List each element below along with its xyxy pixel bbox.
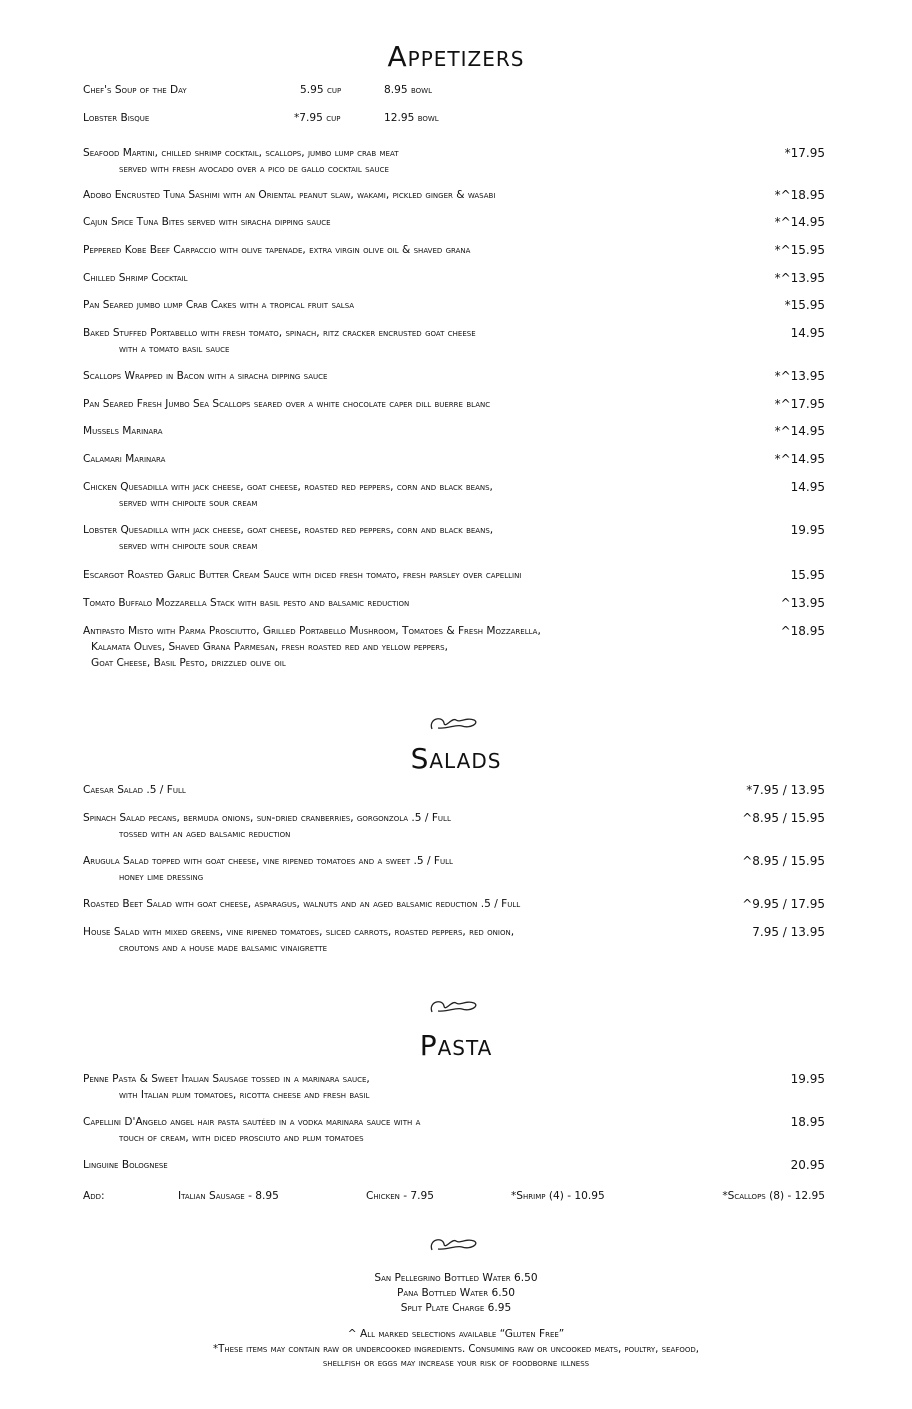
item-price: 15.95 xyxy=(790,568,825,582)
item-price: *^13.95 xyxy=(774,271,825,285)
menu-item xyxy=(83,270,825,286)
item-price: 19.95 xyxy=(790,1072,825,1086)
item-name: Penne Pasta & Sweet Italian Sausage tossed in a marinara sauce, xyxy=(83,1073,370,1085)
item-name: Caesar Salad .5 / Full xyxy=(83,784,186,796)
flourish-divider xyxy=(426,994,482,1016)
item-price: *15.95 xyxy=(784,298,825,312)
menu-item xyxy=(83,451,825,467)
menu-item xyxy=(83,522,825,554)
item-description: with a tomato basil sauce xyxy=(119,343,230,355)
menu-item xyxy=(83,297,825,313)
item-description: Goat Cheese, Basil Pesto, drizzled olive oil xyxy=(91,657,286,669)
item-name: Lobster Quesadilla with jack cheese, goat cheese, roasted red peppers, corn and black beans, xyxy=(83,524,494,536)
flourish-divider xyxy=(426,1232,482,1254)
item-name: House Salad with mixed greens, vine ripened tomatoes, sliced carrots, roasted peppers, red onion, xyxy=(83,926,515,938)
item-price: *^18.95 xyxy=(774,188,825,202)
menu-item xyxy=(83,368,825,384)
menu-item xyxy=(83,423,825,439)
raw-food-warning: shellfish or eggs may increase your risk of foodborne illness xyxy=(322,1357,590,1369)
menu-item xyxy=(83,479,825,511)
menu-item xyxy=(83,782,825,798)
item-price: *17.95 xyxy=(784,146,825,160)
soup-bowl-price: 12.95 bowl xyxy=(384,112,439,124)
item-description: croutons and a house made balsamic vinaigrette xyxy=(119,942,328,954)
item-name: Adobo Encrusted Tuna Sashimi with an Oriental peanut slaw, wakami, pickled ginger & wasabi xyxy=(83,189,496,201)
item-price: 14.95 xyxy=(790,480,825,494)
soup-cup-price: 5.95 cup xyxy=(300,84,342,96)
add-option: *Scallops (8) - 12.95 xyxy=(722,1190,825,1202)
item-name: Cajun Spice Tuna Bites served with siracha dipping sauce xyxy=(83,216,331,228)
soup-name: Chef's Soup of the Day xyxy=(83,84,187,96)
gluten-free-note: ^ All marked selections available “Gluten Free” xyxy=(347,1328,565,1340)
menu-item xyxy=(83,187,825,203)
soup-name: Lobster Bisque xyxy=(83,112,150,124)
add-label: Add: xyxy=(83,1190,105,1202)
soup-cup-price: *7.95 cup xyxy=(294,112,341,124)
extra-charge: Split Plate Charge 6.95 xyxy=(400,1302,512,1314)
item-description: tossed with an aged balsamic reduction xyxy=(119,828,291,840)
item-price: ^8.95 / 15.95 xyxy=(742,811,825,825)
add-option: *Shrimp (4) - 10.95 xyxy=(511,1190,605,1202)
item-name: Chilled Shrimp Cocktail xyxy=(83,272,188,284)
item-name: Calamari Marinara xyxy=(83,453,166,465)
item-name: Peppered Kobe Beef Carpaccio with olive tapenade, extra virgin olive oil & shaved grana xyxy=(83,244,471,256)
item-price: *^14.95 xyxy=(774,452,825,466)
flourish-divider xyxy=(426,711,482,733)
item-price: ^18.95 xyxy=(780,624,825,638)
item-name: Chicken Quesadilla with jack cheese, goat cheese, roasted red peppers, corn and black beans, xyxy=(83,481,493,493)
menu-item xyxy=(83,1071,825,1103)
item-price: 18.95 xyxy=(790,1115,825,1129)
item-name: Capellini D'Angelo angel hair pasta sautéed in a vodka marinara sauce with a xyxy=(83,1116,421,1128)
menu-item xyxy=(83,396,825,412)
item-description: served with fresh avocado over a pico de gallo cocktail sauce xyxy=(119,163,389,175)
item-name: Antipasto Misto with Parma Prosciutto, Grilled Portabello Mushroom, Tomatoes & Fresh Mozzarella, xyxy=(83,625,541,637)
appetizers-title: Appetizers xyxy=(387,40,525,73)
item-name: Scallops Wrapped in Bacon with a siracha dipping sauce xyxy=(83,370,328,382)
item-price: *7.95 / 13.95 xyxy=(746,783,825,797)
item-price: 7.95 / 13.95 xyxy=(752,925,825,939)
add-ons-row xyxy=(83,1188,825,1204)
menu-item xyxy=(83,853,825,885)
item-price: ^9.95 / 17.95 xyxy=(742,897,825,911)
item-price: 19.95 xyxy=(790,523,825,537)
pasta-title: Pasta xyxy=(419,1029,493,1062)
item-description: served with chipolte sour cream xyxy=(119,497,258,509)
item-name: Pan Seared jumbo lump Crab Cakes with a tropical fruit salsa xyxy=(83,299,355,311)
menu-item xyxy=(83,924,825,956)
extra-charge: San Pellegrino Bottled Water 6.50 xyxy=(374,1272,538,1284)
menu-item xyxy=(83,214,825,230)
item-name: Mussels Marinara xyxy=(83,425,163,437)
add-option: Chicken - 7.95 xyxy=(366,1190,435,1202)
item-description: served with chipolte sour cream xyxy=(119,540,258,552)
extra-charge: Pana Bottled Water 6.50 xyxy=(396,1287,516,1299)
item-name: Arugula Salad topped with goat cheese, vine ripened tomatoes and a sweet .5 / Full xyxy=(83,855,453,867)
menu-item xyxy=(83,242,825,258)
item-description: Kalamata Olives, Shaved Grana Parmesan, fresh roasted red and yellow peppers, xyxy=(91,641,448,653)
soup-row xyxy=(83,82,432,98)
item-name: Tomato Buffalo Mozzarella Stack with basil pesto and balsamic reduction xyxy=(83,597,410,609)
menu-item xyxy=(83,567,825,583)
item-name: Escargot Roasted Garlic Butter Cream Sauce with diced fresh tomato, fresh parsley over capellini xyxy=(83,569,522,581)
item-description: with Italian plum tomatoes, ricotta cheese and fresh basil xyxy=(119,1089,370,1101)
item-name: Linguine Bolognese xyxy=(83,1159,168,1171)
item-name: Seafood Martini, chilled shrimp cocktail, scallops, jumbo lump crab meat xyxy=(83,147,399,159)
item-name: Spinach Salad pecans, bermuda onions, sun-dried cranberries, gorgonzola .5 / Full xyxy=(83,812,451,824)
item-price: *^17.95 xyxy=(774,397,825,411)
menu-item xyxy=(83,623,825,671)
menu-item xyxy=(83,595,825,611)
item-name: Roasted Beet Salad with goat cheese, asparagus, walnuts and an aged balsamic reduction .5 / Full xyxy=(83,898,521,910)
item-price: 20.95 xyxy=(790,1158,825,1172)
menu-item xyxy=(83,810,825,842)
menu-item xyxy=(83,1114,825,1146)
item-description: touch of cream, with diced prosciuto and plum tomatoes xyxy=(119,1132,364,1144)
item-name: Baked Stuffed Portabello with fresh tomato, spinach, ritz cracker encrusted goat cheese xyxy=(83,327,476,339)
menu-item xyxy=(83,145,825,177)
item-name: Pan Seared Fresh Jumbo Sea Scallops seared over a white chocolate caper dill buerre blanc xyxy=(83,398,491,410)
item-price: 14.95 xyxy=(790,326,825,340)
add-option: Italian Sausage - 8.95 xyxy=(178,1190,279,1202)
menu-item xyxy=(83,325,825,357)
item-price: *^13.95 xyxy=(774,369,825,383)
item-price: ^13.95 xyxy=(780,596,825,610)
raw-food-warning: *These items may contain raw or undercooked ingredients. Consuming raw or uncooked meats, poultry, seafood, xyxy=(213,1344,699,1355)
menu-item xyxy=(83,896,825,912)
item-price: *^15.95 xyxy=(774,243,825,257)
item-price: *^14.95 xyxy=(774,215,825,229)
item-description: honey lime dressing xyxy=(119,871,204,883)
salads-title: Salads xyxy=(410,742,502,775)
soup-row xyxy=(83,110,439,126)
soup-bowl-price: 8.95 bowl xyxy=(384,84,432,96)
menu-item xyxy=(83,1157,825,1173)
item-price: ^8.95 / 15.95 xyxy=(742,854,825,868)
item-price: *^14.95 xyxy=(774,424,825,438)
